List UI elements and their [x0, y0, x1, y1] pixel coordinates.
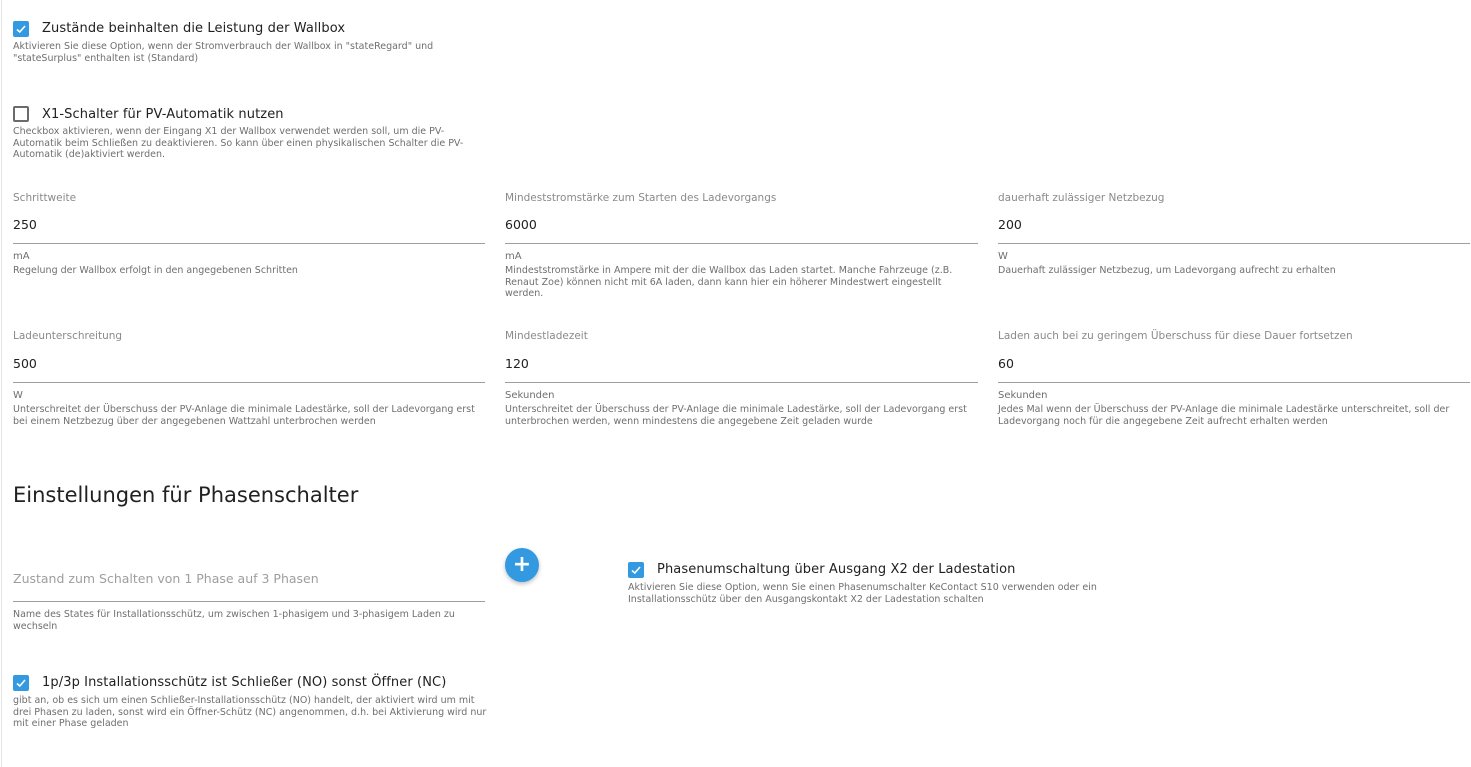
ladeunterschreitung-help: Unterschreitet der Überschuss der PV-Anlage die minimale Ladestärke, soll der Ladevorgang erst bei einem Netzbezug über der angegebenen Wattzahl unterbrochen werden: [13, 404, 475, 427]
mindeststrom-unit: mA: [505, 251, 522, 262]
schrittweite-unit: mA: [13, 251, 30, 262]
fortsetzen-help: Jedes Mal wenn der Überschuss der PV-Anlage die minimale Ladestärke unterschreitet, soll der Ladevorgang noch für die angegebene Zeit aufrecht erhalten werden: [998, 404, 1450, 427]
fortsetzen-input[interactable]: [998, 353, 1463, 373]
phase-state-underline: [13, 601, 485, 602]
netzbezug-help: Dauerhaft zulässiger Netzbezug, um Ladevorgang aufrecht zu erhalten: [998, 265, 1336, 276]
netzbezug-input[interactable]: [998, 214, 1463, 234]
mindestladezeit-help: Unterschreitet der Überschuss der PV-Anlage die minimale Ladestärke, soll der Ladevorgang erst unterbrochen werden, wenn mindestens die angegebene Zeit geladen wurde: [505, 404, 967, 427]
ladeunterschreitung-input[interactable]: [13, 353, 483, 373]
fortsetzen-unit: Sekunden: [998, 390, 1048, 401]
schrittweite-input[interactable]: [13, 214, 483, 234]
wallbox-power-label: Zustände beinhalten die Leistung der Wallbox: [42, 21, 346, 36]
netzbezug-label: dauerhaft zulässiger Netzbezug: [998, 192, 1165, 204]
add-state-button[interactable]: [505, 548, 539, 582]
ladeunterschreitung-label: Ladeunterschreitung: [13, 330, 123, 342]
checkmark-icon: [15, 23, 27, 35]
schrittweite-underline: [13, 243, 485, 244]
fortsetzen-label: Laden auch bei zu geringem Überschuss für diese Dauer fortsetzen: [998, 330, 1353, 342]
checkmark-icon: [630, 564, 642, 576]
wallbox-power-checkbox[interactable]: [13, 21, 29, 37]
x1-switch-help: Checkbox aktivieren, wenn der Eingang X1 der Wallbox verwendet werden soll, um die PV-Automatik beim Schließen zu deaktivieren. So kann über einen physikalischen Schalter die PV-Automatik (de)aktiviert werden.: [13, 126, 464, 160]
fortsetzen-underline: [998, 382, 1470, 383]
phase-x2-checkbox[interactable]: [628, 562, 644, 578]
plus-icon: +: [512, 552, 532, 577]
mindeststrom-input[interactable]: [505, 214, 975, 234]
page-left-border: [1, 0, 2, 767]
netzbezug-unit: W: [998, 251, 1008, 262]
mindestladezeit-underline: [505, 382, 978, 383]
mindeststrom-label: Mindeststromstärke zum Starten des Ladevorgangs: [505, 192, 777, 204]
contactor-no-help: gibt an, ob es sich um einen Schließer-Installationsschütz (NO) handelt, der aktiviert wird um mit drei Phasen zu laden, sonst wird ein Öffner-Schütz (NC) angenommen, d.h. bei Aktivierung wird nur mit einer Phase geladen: [13, 695, 487, 729]
ladeunterschreitung-unit: W: [13, 390, 23, 401]
wallbox-power-help: Aktivieren Sie diese Option, wenn der Stromverbrauch der Wallbox in "stateRegard" und "stateSurplus" enthalten ist (Standard): [13, 41, 434, 64]
mindestladezeit-unit: Sekunden: [505, 390, 555, 401]
phase-section-title: Einstellungen für Phasenschalter: [13, 483, 359, 507]
phase-x2-help: Aktivieren Sie diese Option, wenn Sie einen Phasenumschalter KeContact S10 verwenden oder ein Installationsschütz über den Ausgangskontakt X2 der Ladestation schalten: [628, 582, 1097, 605]
mindestladezeit-input[interactable]: [505, 353, 975, 373]
netzbezug-underline: [998, 243, 1470, 244]
x1-switch-checkbox[interactable]: [13, 106, 29, 122]
checkmark-icon: [15, 677, 27, 689]
phase-state-help: Name des States für Installationsschütz, um zwischen 1-phasigem und 3-phasigem Laden zu wechseln: [13, 609, 455, 632]
phase-x2-label: Phasenumschaltung über Ausgang X2 der Ladestation: [657, 562, 1016, 577]
contactor-no-label: 1p/3p Installationsschütz ist Schließer (NO) sonst Öffner (NC): [42, 675, 447, 690]
ladeunterschreitung-underline: [13, 382, 485, 383]
contactor-no-checkbox[interactable]: [13, 675, 29, 691]
schrittweite-help: Regelung der Wallbox erfolgt in den angegebenen Schritten: [13, 265, 298, 276]
x1-switch-label: X1-Schalter für PV-Automatik nutzen: [42, 107, 284, 122]
mindestladezeit-label: Mindestladezeit: [505, 330, 588, 342]
phase-state-input[interactable]: [13, 568, 483, 588]
mindeststrom-underline: [505, 243, 978, 244]
mindeststrom-help: Mindeststromstärke in Ampere mit der die Wallbox das Laden startet. Manche Fahrzeuge (z.B. Renaut Zoe) können nicht mit 6A laden, dann kann hier ein höherer Mindestwert eingestellt werden.: [505, 265, 953, 299]
schrittweite-label: Schrittweite: [13, 192, 77, 204]
